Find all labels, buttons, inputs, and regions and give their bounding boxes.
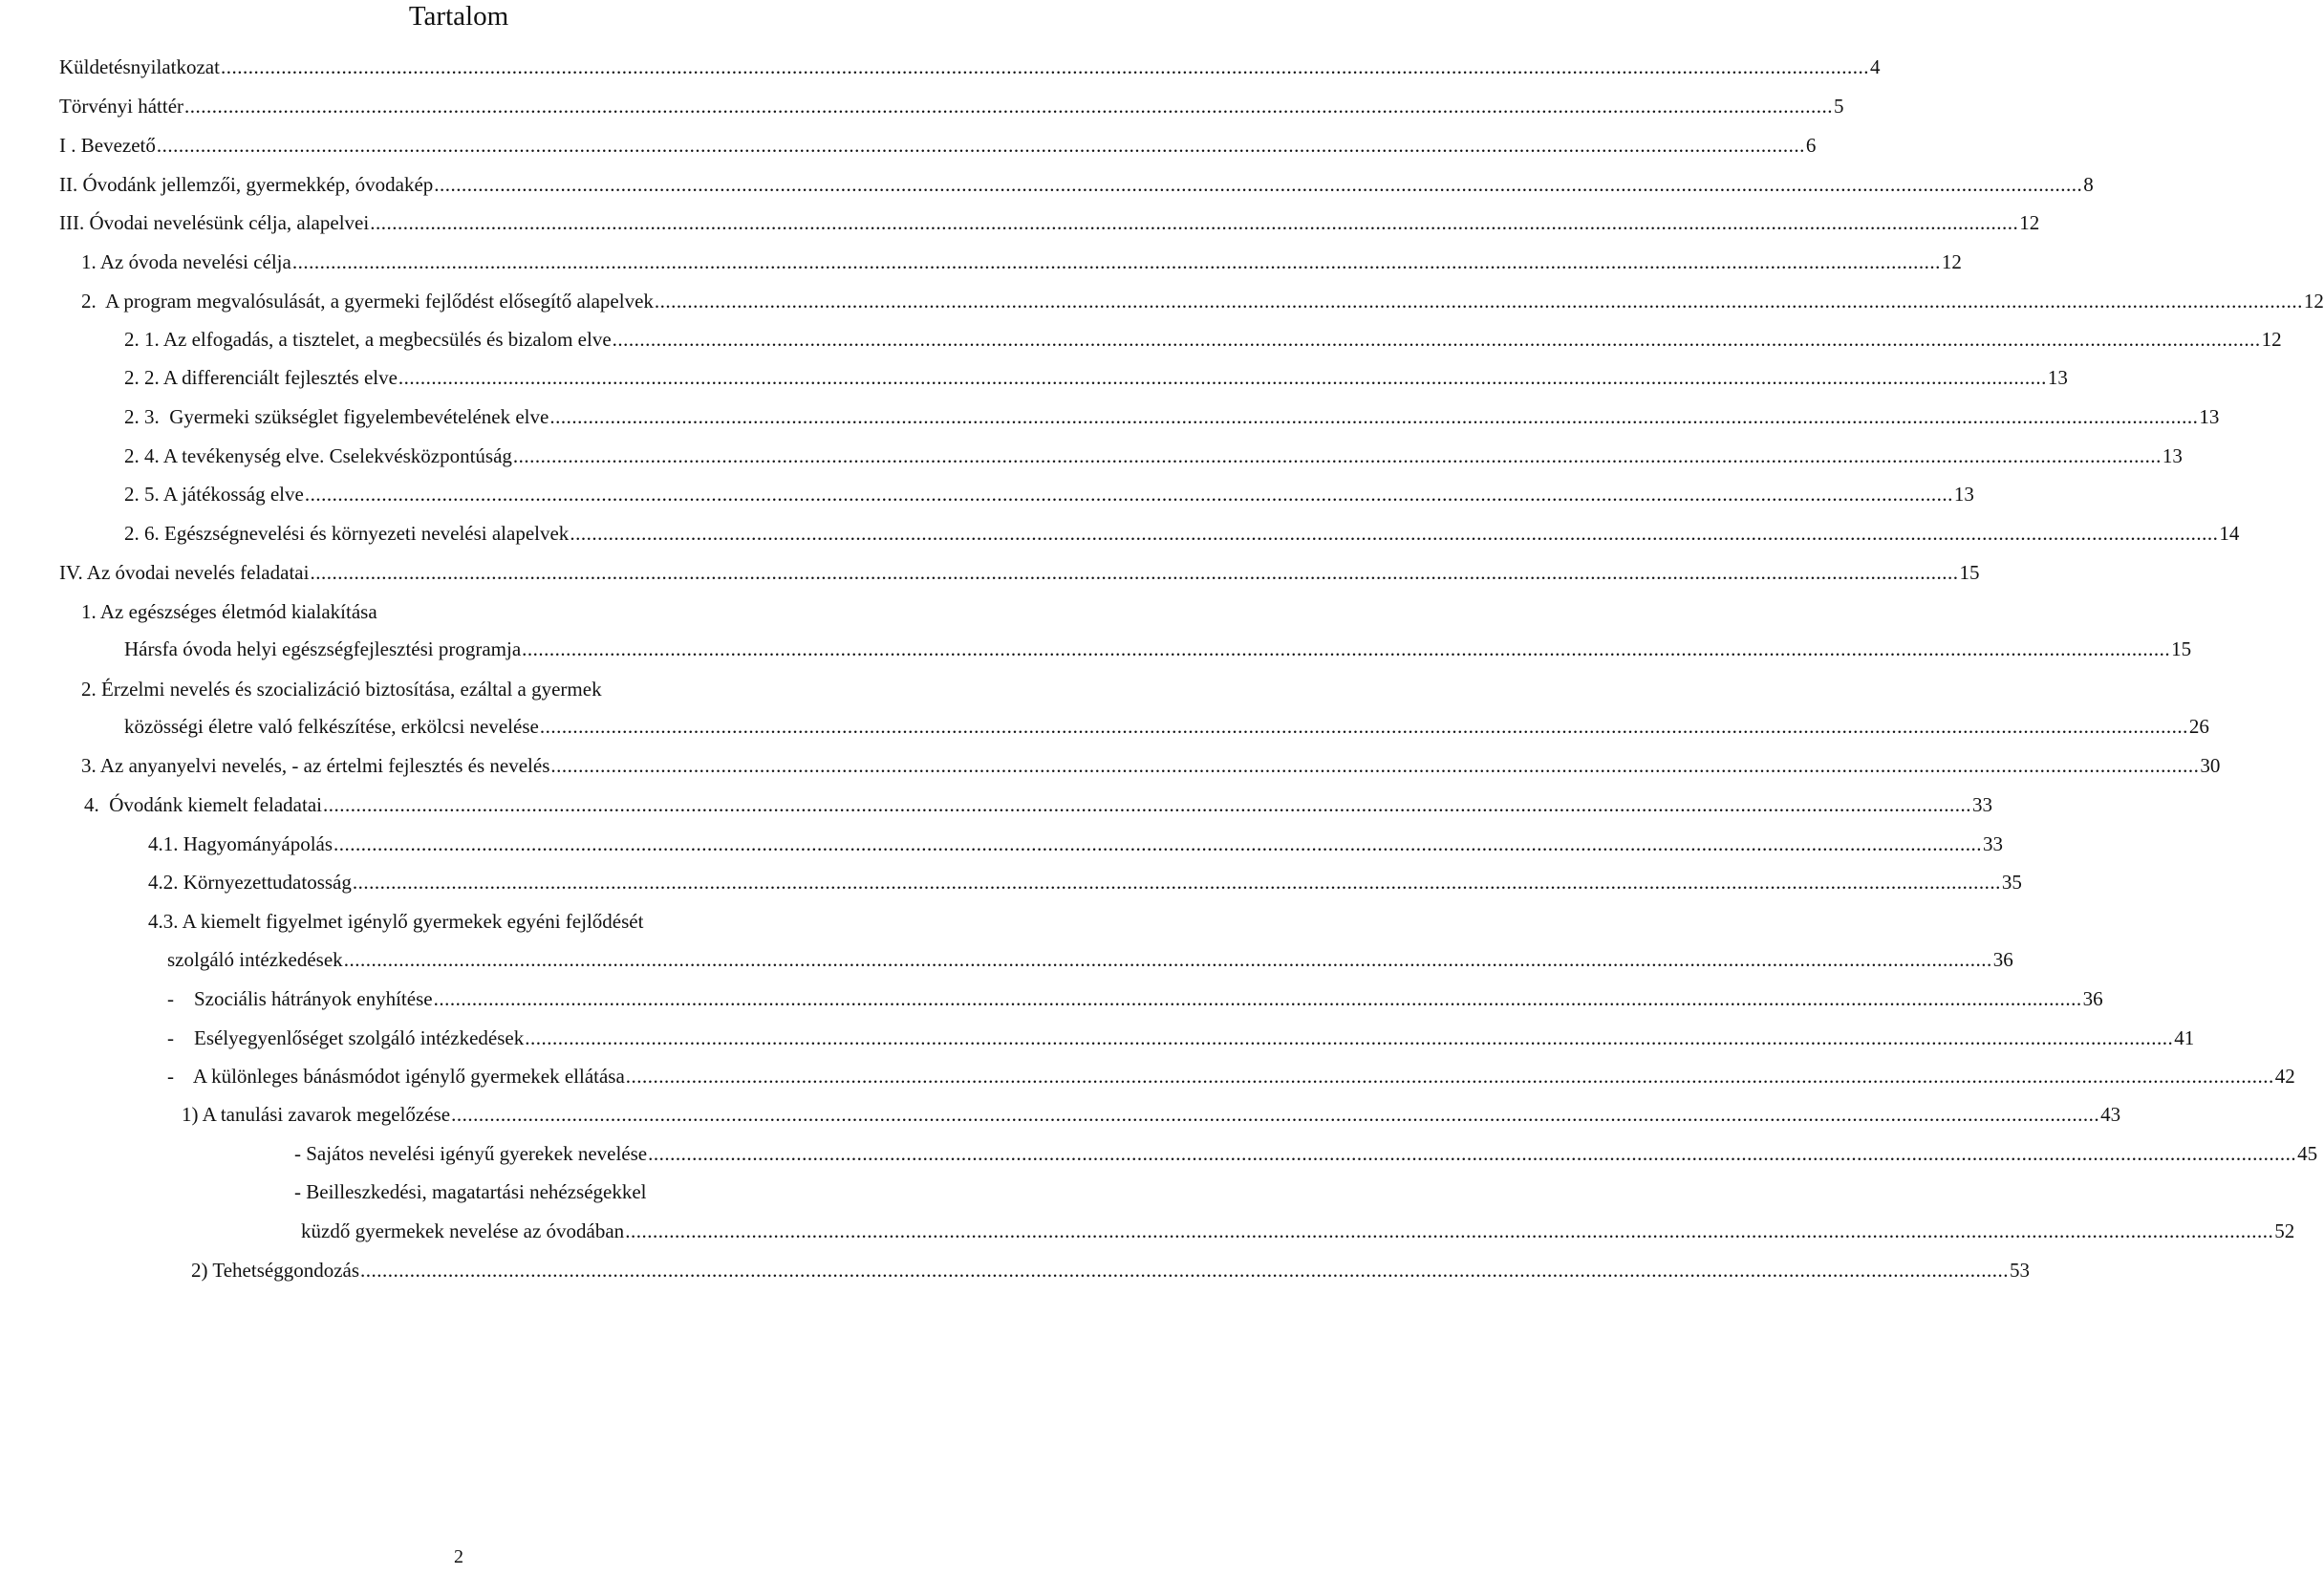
dot-leader: ............................................................................................................................................................................................................................................................................................................ — [612, 328, 2261, 351]
toc-entry — [124, 443, 2183, 468]
dot-leader: ............................................................................................................................................................................................................................................................................................................ — [525, 1026, 2174, 1049]
toc-entry — [84, 792, 1992, 817]
toc-entry — [191, 1258, 2031, 1283]
dot-leader: ............................................................................................................................................................................................................................................................................................................ — [343, 948, 1992, 971]
toc-entry — [124, 482, 1974, 507]
toc-entry — [294, 1141, 2318, 1166]
toc-entry-label: 2. 4. A tevékenység elve. Cselekvésközpontúság — [124, 444, 512, 467]
toc-entry-page: 53 — [2010, 1259, 2031, 1282]
dot-leader: ............................................................................................................................................................................................................................................................................................................ — [522, 637, 2171, 660]
dot-leader: ............................................................................................................................................................................................................................................................................................................ — [370, 211, 2019, 234]
toc-entry-label: IV. Az óvodai nevelés feladatai — [59, 561, 310, 584]
toc-entry-label: 1. Az egészséges életmód kialakítása — [81, 600, 377, 623]
toc-entry — [124, 636, 2192, 661]
dot-leader: ............................................................................................................................................................................................................................................................................................................ — [451, 1103, 2100, 1126]
toc-entry-page: 5 — [1834, 95, 1844, 118]
toc-entry-page: 13 — [2199, 405, 2220, 428]
toc-entry — [59, 94, 1844, 119]
dot-leader: ............................................................................................................................................................................................................................................................................................................ — [220, 55, 1869, 78]
dot-leader: ............................................................................................................................................................................................................................................................................................................ — [352, 871, 2001, 894]
toc-entry — [59, 133, 1817, 158]
toc-entry-page: 12 — [2303, 290, 2324, 313]
toc-entry-page: 33 — [1983, 832, 2004, 855]
dot-leader: ............................................................................................................................................................................................................................................................................................................ — [291, 250, 1941, 273]
toc-entry-page: 35 — [2001, 871, 2022, 894]
dot-leader: ............................................................................................................................................................................................................................................................................................................ — [304, 483, 1953, 506]
toc-entry-label: 2. 3. Gyermeki szükséglet figyelembevételének elve — [124, 405, 549, 428]
toc-entry-page: 13 — [2162, 444, 2183, 467]
toc-entry — [81, 249, 1962, 274]
dot-leader: ............................................................................................................................................................................................................................................................................................................ — [398, 366, 2047, 389]
toc-entry — [182, 1102, 2121, 1127]
toc-entry — [59, 560, 1980, 585]
toc-entry-label: 2) Tehetséggondozás — [191, 1259, 360, 1282]
toc-entry-label: - Sajátos nevelési igényű gyerekek nevelése — [294, 1142, 648, 1165]
toc-entry-label: 1) A tanulási zavarok megelőzése — [182, 1103, 451, 1126]
toc-entry — [301, 1219, 2295, 1243]
toc-entry-label: szolgáló intézkedések — [167, 948, 343, 971]
toc-entry-page: 12 — [2261, 328, 2282, 351]
page-title: Tartalom — [408, 1, 509, 32]
dot-leader: ............................................................................................................................................................................................................................................................................................................ — [648, 1142, 2297, 1165]
toc-entry-page: 4 — [1869, 55, 1881, 78]
toc-entry-label: 4.3. A kiemelt figyelmet igénylő gyermekek egyéni fejlődését — [148, 910, 644, 933]
toc-entry-label: küzdő gyermekek nevelése az óvodában — [301, 1219, 625, 1242]
toc-entry-page: 41 — [2174, 1026, 2195, 1049]
dot-leader: ............................................................................................................................................................................................................................................................................................................ — [184, 95, 1834, 118]
toc-entry-label: Hársfa óvoda helyi egészségfejlesztési programja — [124, 637, 522, 660]
toc-entry — [124, 365, 2068, 390]
dot-leader: ............................................................................................................................................................................................................................................................................................................ — [310, 561, 1959, 584]
toc-entry-page: 30 — [2200, 754, 2221, 777]
toc-entry-label: Törvényi háttér — [59, 95, 184, 118]
toc-entry — [59, 172, 2094, 197]
dot-leader: ............................................................................................................................................................................................................................................................................................................ — [512, 444, 2162, 467]
toc-entry — [167, 947, 2013, 972]
toc-entry-label: 2. 1. Az elfogadás, a tisztelet, a megbecsülés és bizalom elve — [124, 328, 612, 351]
toc-entry — [81, 289, 2324, 313]
toc-entry — [81, 753, 2221, 778]
toc-entry — [167, 1025, 2195, 1050]
toc-entry-label: 4.2. Környezettudatosság — [148, 871, 352, 894]
toc-entry-label: 2. A program megvalósulását, a gyermeki fejlődést elősegítő alapelvek — [81, 290, 654, 313]
toc-entry-label: Küldetésnyilatkozat — [59, 55, 220, 78]
dot-leader: ............................................................................................................................................................................................................................................................................................................ — [434, 173, 2083, 196]
toc-entry-label: - A különleges bánásmódot igénylő gyermekek ellátása — [167, 1065, 625, 1088]
dot-leader: ............................................................................................................................................................................................................................................................................................................ — [654, 290, 2303, 313]
toc-entry-page: 8 — [2083, 173, 2094, 196]
toc-entry-page: 43 — [2100, 1103, 2121, 1126]
toc-entry — [148, 831, 2004, 856]
dot-leader: ............................................................................................................................................................................................................................................................................................................ — [625, 1219, 2274, 1242]
toc-entry-label: - Beilleszkedési, magatartási nehézségekkel — [294, 1180, 647, 1203]
dot-leader: ............................................................................................................................................................................................................................................................................................................ — [156, 134, 1805, 157]
toc-entry-page: 13 — [1953, 483, 1974, 506]
toc-entry-label: I . Bevezető — [59, 134, 156, 157]
toc-entry-label: III. Óvodai nevelésünk célja, alapelvei — [59, 211, 370, 234]
toc-entry — [124, 714, 2209, 739]
dot-leader: ............................................................................................................................................................................................................................................................................................................ — [549, 405, 2199, 428]
toc-entry-label: 3. Az anyanyelvi nevelés, - az értelmi fejlesztés és nevelés — [81, 754, 550, 777]
dot-leader: ............................................................................................................................................................................................................................................................................................................ — [550, 754, 2200, 777]
toc-entry — [167, 986, 2103, 1011]
dot-leader: ............................................................................................................................................................................................................................................................................................................ — [539, 715, 2188, 738]
dot-leader: ............................................................................................................................................................................................................................................................................................................ — [433, 987, 2082, 1010]
toc-entry — [59, 54, 1881, 79]
toc-entry-page: 14 — [2219, 522, 2240, 545]
toc-entry-label: 4.1. Hagyományápolás — [148, 832, 334, 855]
dot-leader: ............................................................................................................................................................................................................................................................................................................ — [360, 1259, 2010, 1282]
dot-leader: ............................................................................................................................................................................................................................................................................................................ — [334, 832, 1983, 855]
toc-entry-label: 2. 6. Egészségnevelési és környezeti nevelési alapelvek — [124, 522, 570, 545]
toc-entry-label: II. Óvodánk jellemzői, gyermekkép, óvodakép — [59, 173, 434, 196]
toc-entry-page: 36 — [2082, 987, 2103, 1010]
toc-entry — [167, 1064, 2295, 1089]
dot-leader: ............................................................................................................................................................................................................................................................................................................ — [570, 522, 2219, 545]
toc-entry-page: 12 — [1941, 250, 1962, 273]
toc-entry-page: 15 — [1959, 561, 1980, 584]
toc-entry-page: 13 — [2047, 366, 2068, 389]
toc-entry-label: 2. 2. A differenciált fejlesztés elve — [124, 366, 398, 389]
toc-entry-label: közösségi életre való felkészítése, erkölcsi nevelése — [124, 715, 539, 738]
toc-entry-label: 1. Az óvoda nevelési célja — [81, 250, 291, 273]
toc-entry — [124, 404, 2220, 429]
toc-entry-page: 33 — [1972, 793, 1992, 816]
toc-entry-page: 6 — [1805, 134, 1817, 157]
toc-entry-page: 36 — [1992, 948, 2013, 971]
dot-leader: ............................................................................................................................................................................................................................................................................................................ — [323, 793, 1971, 816]
toc-entry-page: 42 — [2274, 1065, 2295, 1088]
toc-entry-page: 15 — [2171, 637, 2192, 660]
toc-entry-page: 52 — [2274, 1219, 2295, 1242]
toc-entry — [148, 870, 2022, 895]
toc-entry-label: 2. Érzelmi nevelés és szocializáció biztosítása, ezáltal a gyermek — [81, 678, 602, 701]
toc-entry — [59, 210, 2040, 235]
toc-entry-label: 2. 5. A játékosság elve — [124, 483, 304, 506]
toc-entry-label: 4. Óvodánk kiemelt feladatai — [84, 793, 322, 816]
dot-leader: ............................................................................................................................................................................................................................................................................................................ — [625, 1065, 2274, 1088]
page-number: 2 — [454, 1546, 463, 1567]
toc-entry-label: - Szociális hátrányok enyhítése — [167, 987, 433, 1010]
toc-entry-page: 12 — [2019, 211, 2040, 234]
toc-entry — [124, 327, 2282, 352]
toc-entry — [124, 521, 2240, 546]
toc-entry-label: - Esélyegyenlőséget szolgáló intézkedések — [167, 1026, 525, 1049]
toc-entry-page: 45 — [2297, 1142, 2318, 1165]
toc-entry-page: 26 — [2188, 715, 2209, 738]
